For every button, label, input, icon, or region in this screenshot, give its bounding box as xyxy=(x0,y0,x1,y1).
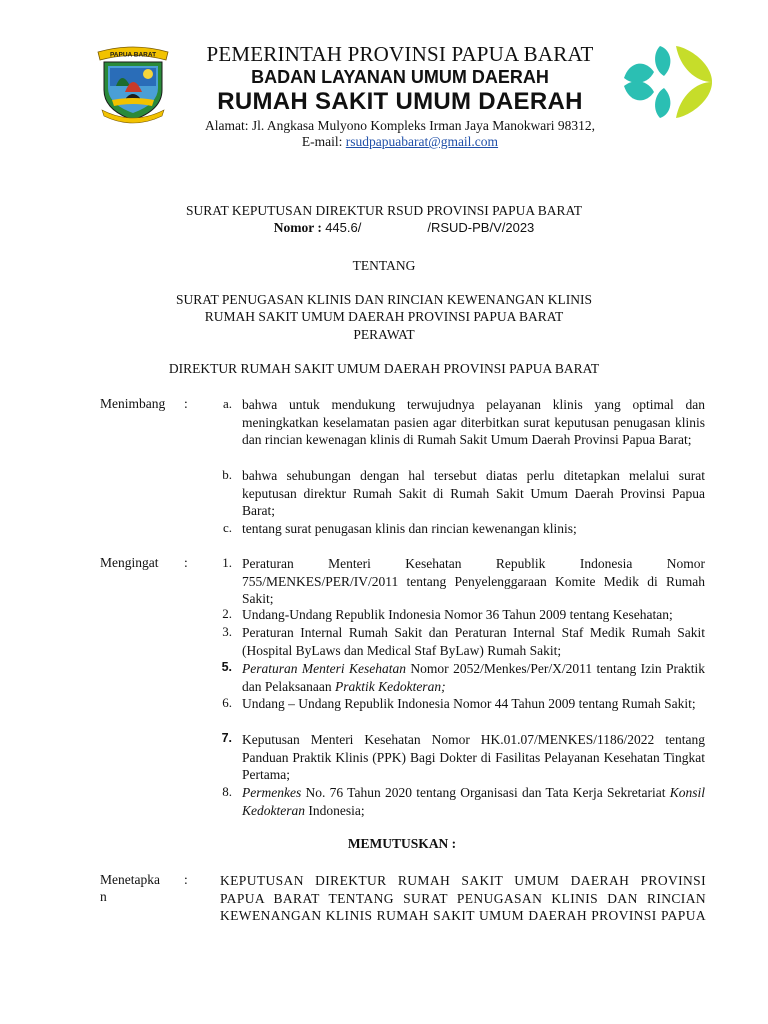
mengingat-item-2: Undang-Undang Republik Indonesia Nomor 36 Tahun 2009 tentang Kesehatan; xyxy=(242,607,673,622)
mengingat-item-8 xyxy=(242,784,705,819)
mengingat-item-8-italic-a: Permenkes xyxy=(242,785,302,800)
menetapkan-colon: : xyxy=(184,872,188,887)
mengingat-item-5 xyxy=(242,660,705,695)
mengingat-marker-8: 8. xyxy=(222,784,232,799)
director-heading: DIREKTUR RUMAH SAKIT UMUM DAERAH PROVINSI PAPUA BARAT xyxy=(168,361,600,376)
nomor-separator: : xyxy=(313,220,326,235)
menetapkan-label-line-2: n xyxy=(100,889,107,904)
email-link[interactable]: rsudpapuabarat@gmail.com xyxy=(345,134,499,149)
mengingat-item-7: Keputusan Menteri Kesehatan Nomor HK.01.07/MENKES/1186/2022 tentang Panduan Praktik Klinis (PPK) Bagi Dokter di Fasilitas Pelayanan Kesehatan Tingkat Pertama; xyxy=(242,732,705,783)
subject-line-2: RUMAH SAKIT UMUM DAERAH PROVINSI PAPUA BARAT xyxy=(204,309,564,324)
mengingat-item-8-italic-b: Konsil Kedokteran xyxy=(242,785,705,818)
menimbang-marker-a: a. xyxy=(222,396,232,411)
mengingat-marker-7: 7. xyxy=(221,731,232,745)
mengingat-item-8-text-a: No. 76 Tahun 2020 tentang Organisasi dan Tata Kerja Sekretariat xyxy=(301,785,670,800)
tentang-heading: TENTANG xyxy=(352,258,416,273)
menimbang-item-c: tentang surat penugasan klinis dan rincian kewenangan klinis; xyxy=(242,521,577,536)
mengingat-item-5-text: Nomor 2052/Menkes/Per/X/2011 tentang Izin Praktik dan Pelaksanaan xyxy=(242,661,705,694)
nomor-prefix: 445.6/ xyxy=(325,220,362,235)
memutuskan-heading: MEMUTUSKAN : xyxy=(347,836,457,851)
menetapkan-label-line-1: Menetapka xyxy=(100,872,160,887)
mengingat-marker-1: 1. xyxy=(222,555,232,570)
letterhead-address: Alamat: Jl. Angkasa Mulyono Kompleks Irman Jaya Manokwari 98312, xyxy=(205,118,595,133)
subject-line-3: PERAWAT xyxy=(353,327,415,342)
letterhead-hospital: RUMAH SAKIT UMUM DAERAH xyxy=(217,88,583,115)
hospital-logo-icon xyxy=(620,42,716,122)
mengingat-item-1: Peraturan Menteri Kesehatan Republik Indonesia Nomor 755/MENKES/PER/IV/2011 tentang Penyelenggaraan Komite Medik di Rumah Sakit; xyxy=(242,556,705,607)
nomor-label: Nomor xyxy=(273,220,314,235)
papua-barat-emblem-icon xyxy=(92,40,174,124)
menimbang-marker-c: c. xyxy=(222,520,232,535)
nomor-suffix: /RSUD-PB/V/2023 xyxy=(427,220,535,235)
letterhead-email xyxy=(170,134,630,150)
menimbang-label: Menimbang xyxy=(100,396,166,411)
mengingat-item-6: Undang – Undang Republik Indonesia Nomor 44 Tahun 2009 tentang Rumah Sakit; xyxy=(242,696,696,711)
letterhead-government: PEMERINTAH PROVINSI PAPUA BARAT xyxy=(206,42,594,66)
mengingat-item-5-italic-b: Praktik Kedokteran; xyxy=(334,678,446,694)
menimbang-item-a: bahwa untuk mendukung terwujudnya pelayanan klinis yang optimal dan meningkatkan keselamatan pasien agar diterbitkan surat keputusan penugasan klinis dan rincian kewenagan klinis di Rumah Sakit Umum Daerah Provinsi Papua Barat; xyxy=(242,397,705,448)
mengingat-marker-6: 6. xyxy=(222,695,232,710)
mengingat-colon: : xyxy=(184,555,188,570)
mengingat-marker-3: 3. xyxy=(222,624,232,639)
emblem-label: PAPUA BARAT xyxy=(109,51,157,59)
mengingat-item-3: Peraturan Internal Rumah Sakit dan Peraturan Internal Staf Medik Rumah Sakit (Hospital ByLaws dan Medical Staf ByLaw) Rumah Sakit; xyxy=(242,625,705,658)
subject-line-1: SURAT PENUGASAN KLINIS DAN RINCIAN KEWENANGAN KLINIS xyxy=(176,292,592,307)
letterhead-agency: BADAN LAYANAN UMUM DAERAH xyxy=(251,67,549,87)
menetapkan-text: KEPUTUSAN DIREKTUR RUMAH SAKIT UMUM DAERAH PROVINSI PAPUA BARAT TENTANG SURAT PENUGASAN KLINIS DAN RINCIAN KEWENANGAN KLINIS RUMAH SAKIT UMUM DAERAH PROVINSI PAPUA xyxy=(220,873,706,924)
mengingat-label: Mengingat xyxy=(100,555,159,570)
decree-number xyxy=(20,220,768,236)
decree-title: SURAT KEPUTUSAN DIREKTUR RSUD PROVINSI PAPUA BARAT xyxy=(185,203,583,218)
mengingat-item-5-italic-a: Peraturan Menteri Kesehatan xyxy=(242,661,407,676)
mengingat-marker-2: 2. xyxy=(222,606,232,621)
menimbang-marker-b: b. xyxy=(222,467,232,482)
menimbang-colon: : xyxy=(184,396,188,411)
mengingat-marker-5: 5. xyxy=(221,660,232,674)
menimbang-item-b: bahwa sehubungan dengan hal tersebut diatas perlu ditetapkan melalui surat keputusan direktur Rumah Sakit di Rumah Sakit Umum Daerah Provinsi Papua Barat; xyxy=(242,468,705,519)
email-label: E-mail: xyxy=(301,134,346,149)
mengingat-item-8-text-b: Indonesia; xyxy=(305,802,365,818)
